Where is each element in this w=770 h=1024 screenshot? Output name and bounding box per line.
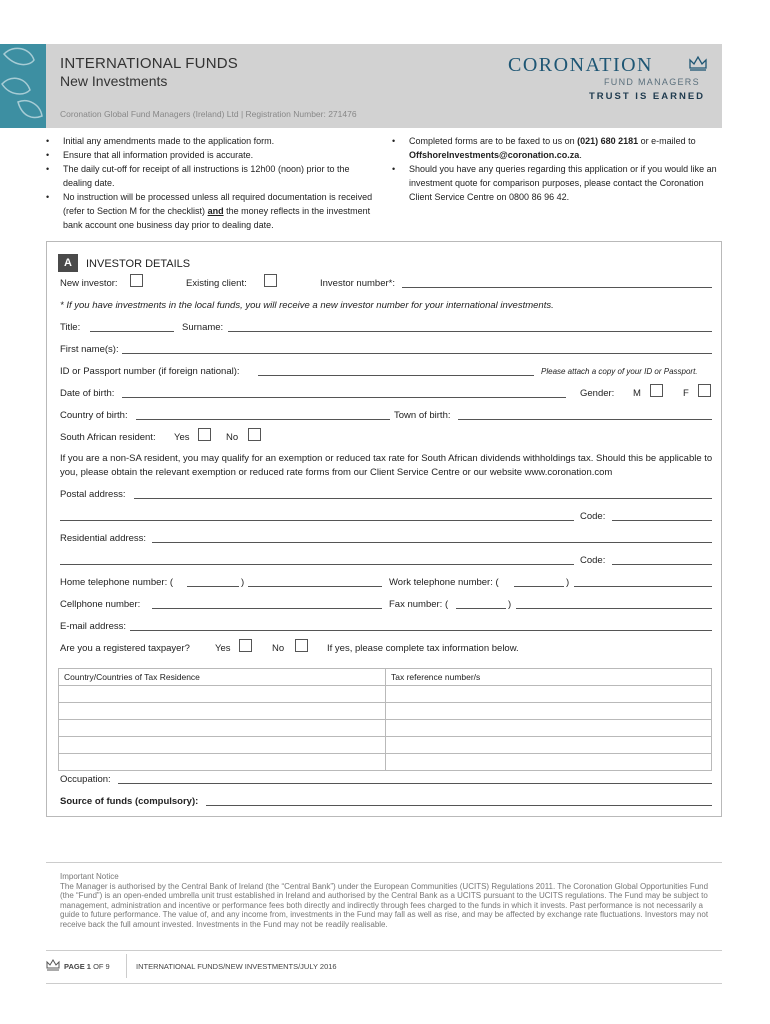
existing-client-label: Existing client: bbox=[186, 278, 247, 289]
residential-address-label: Residential address: bbox=[60, 533, 147, 544]
document-reference: INTERNATIONAL FUNDS/NEW INVESTMENTS/JULY 2016 bbox=[136, 962, 337, 971]
work-tel-field[interactable] bbox=[574, 586, 712, 587]
id-passport-field[interactable] bbox=[258, 375, 534, 376]
table-row bbox=[59, 737, 712, 754]
investor-number-label: Investor number*: bbox=[320, 278, 395, 289]
notice-text: The Manager is authorised by the Central Bank of Ireland (the “Central Bank”) under the European Communities (UCITS) Regulations 2011. The Coronation Global Opportunities Fund (the “Fund”) is an open-ended umbrella unit trust established in Ireland and authorised by the Central Bank as a UCITS pursuant to the UCITS regulations. The Fund may be subject to management, administration and incentive or performance fees both directly and indirectly through fees charged to the funds in which it invests. Past performance is not necessarily a guide to future performance. The value of, and any income from, investments in the Fund may fall as well as rise, and may be affected by exchange rate fluctuations. Investors may not receive back the full amount invested. Investments in the Fund may not be readily realisable. bbox=[60, 881, 709, 929]
work-tel-label: Work telephone number: ( bbox=[389, 577, 499, 588]
taxpayer-yes-checkbox[interactable] bbox=[239, 639, 252, 652]
crown-icon bbox=[46, 959, 60, 971]
email-label: E-mail address: bbox=[60, 621, 126, 632]
notice-heading: Important Notice bbox=[60, 872, 119, 881]
gender-m-checkbox[interactable] bbox=[650, 384, 663, 397]
title-field[interactable] bbox=[90, 331, 174, 332]
footer-divider-bottom bbox=[46, 983, 722, 984]
sa-resident-no-label: No bbox=[226, 432, 239, 443]
decorative-leaf-icon bbox=[0, 44, 46, 128]
new-investor-checkbox[interactable] bbox=[130, 274, 143, 287]
residential-address-field-2[interactable] bbox=[60, 564, 574, 565]
taxpayer-no-checkbox[interactable] bbox=[295, 639, 308, 652]
tax-residence-table bbox=[58, 668, 712, 771]
tax-ref-cell[interactable] bbox=[386, 686, 712, 703]
existing-client-checkbox[interactable] bbox=[264, 274, 277, 287]
postal-code-label: Code: bbox=[580, 511, 606, 522]
email-field[interactable] bbox=[130, 630, 712, 631]
postal-address-field-2[interactable] bbox=[60, 520, 574, 521]
id-attach-note: Please attach a copy of your ID or Passport. bbox=[541, 367, 698, 376]
table-row bbox=[59, 720, 712, 737]
footer-separator bbox=[126, 954, 127, 978]
table-row bbox=[59, 703, 712, 720]
fax-paren: ) bbox=[508, 599, 512, 610]
taxpayer-label: Are you a registered taxpayer? bbox=[60, 643, 190, 654]
source-of-funds-label: Source of funds (compulsory): bbox=[60, 796, 199, 807]
home-tel-paren: ) bbox=[241, 577, 245, 588]
instruction-item: • No instruction will be processed unless all required documentation is received (refer to Section M for the checklist) and the money reflects in the investment bank account one business day prior to dealing date. bbox=[46, 190, 376, 232]
town-birth-field[interactable] bbox=[458, 419, 712, 420]
investor-number-note: * If you have investments in the local funds, you will receive a new investor number for your international investments. bbox=[60, 300, 554, 311]
fax-field[interactable] bbox=[516, 608, 712, 609]
footer-divider-top bbox=[46, 950, 722, 951]
source-of-funds-field[interactable] bbox=[206, 805, 712, 806]
fax-area-field[interactable] bbox=[456, 608, 506, 609]
instructions-left bbox=[46, 134, 376, 232]
page-indicator: PAGE 1 OF 9 bbox=[64, 962, 110, 971]
tax-ref-header: Tax reference number/s bbox=[386, 669, 712, 686]
header-accent-panel bbox=[0, 44, 46, 128]
notice-divider bbox=[46, 862, 722, 863]
town-birth-label: Town of birth: bbox=[394, 410, 451, 421]
residential-code-field[interactable] bbox=[612, 564, 712, 565]
sa-resident-label: South African resident: bbox=[60, 432, 156, 443]
section-letter: A bbox=[58, 254, 78, 272]
tax-country-cell[interactable] bbox=[59, 754, 386, 771]
residential-code-label: Code: bbox=[580, 555, 606, 566]
table-row bbox=[59, 686, 712, 703]
instructions-right bbox=[392, 134, 722, 204]
postal-address-label: Postal address: bbox=[60, 489, 126, 500]
instruction-item: • Initial any amendments made to the application form. bbox=[46, 134, 376, 148]
investor-number-field[interactable] bbox=[402, 287, 712, 288]
table-header-row bbox=[59, 669, 712, 686]
table-row bbox=[59, 754, 712, 771]
occupation-field[interactable] bbox=[118, 783, 712, 784]
country-birth-label: Country of birth: bbox=[60, 410, 128, 421]
home-tel-area-field[interactable] bbox=[187, 586, 239, 587]
important-notice bbox=[60, 872, 716, 929]
cellphone-label: Cellphone number: bbox=[60, 599, 141, 610]
dob-field[interactable] bbox=[122, 397, 566, 398]
page-subtitle: New Investments bbox=[60, 73, 168, 89]
home-tel-field[interactable] bbox=[248, 586, 382, 587]
crown-icon bbox=[688, 55, 708, 71]
tax-country-cell[interactable] bbox=[59, 703, 386, 720]
taxpayer-no-label: No bbox=[272, 643, 285, 654]
tax-ref-cell[interactable] bbox=[386, 703, 712, 720]
tax-country-cell[interactable] bbox=[59, 720, 386, 737]
page-title: INTERNATIONAL FUNDS bbox=[60, 55, 238, 72]
instruction-item: • Completed forms are to be faxed to us on (021) 680 2181 or e-mailed to OffshoreInvestments@coronation.co.za. bbox=[392, 134, 722, 162]
brand-subtitle: FUND MANAGERS bbox=[604, 77, 700, 87]
gender-f-label: F bbox=[683, 388, 689, 399]
tax-country-cell[interactable] bbox=[59, 686, 386, 703]
tax-country-cell[interactable] bbox=[59, 737, 386, 754]
instruction-item: • Should you have any queries regarding this application or if you would like an investment quote for comparison purposes, please contact the Coronation Client Service Centre on 0800 86 96 42. bbox=[392, 162, 722, 204]
new-investor-label: New investor: bbox=[60, 278, 118, 289]
residential-address-field-1[interactable] bbox=[152, 542, 712, 543]
gender-f-checkbox[interactable] bbox=[698, 384, 711, 397]
gender-label: Gender: bbox=[580, 388, 615, 399]
occupation-label: Occupation: bbox=[60, 774, 111, 785]
first-names-field[interactable] bbox=[122, 353, 712, 354]
brand-tagline: TRUST IS EARNED bbox=[589, 91, 706, 102]
sa-resident-no-checkbox[interactable] bbox=[248, 428, 261, 441]
registration-text: Coronation Global Fund Managers (Ireland) Ltd | Registration Number: 271476 bbox=[60, 109, 357, 119]
postal-address-field-1[interactable] bbox=[134, 498, 712, 499]
sa-resident-yes-label: Yes bbox=[174, 432, 190, 443]
tax-country-header: Country/Countries of Tax Residence bbox=[59, 669, 386, 686]
surname-field[interactable] bbox=[228, 331, 712, 332]
surname-label: Surname: bbox=[182, 322, 224, 333]
email-link[interactable]: OffshoreInvestments@coronation.co.za bbox=[409, 150, 580, 160]
work-tel-paren: ) bbox=[566, 577, 570, 588]
id-passport-label: ID or Passport number (if foreign national): bbox=[60, 366, 240, 377]
fax-label: Fax number: ( bbox=[389, 599, 449, 610]
postal-code-field[interactable] bbox=[612, 520, 712, 521]
non-sa-resident-note: If you are a non-SA resident, you may qualify for an exemption or reduced tax rate for South African dividends withholdings tax. Should this be applicable to you, please obtain the relevant exemption or reduced rate forms from our Client Service Centre or our website www.coronation.com bbox=[60, 453, 713, 478]
country-birth-field[interactable] bbox=[136, 419, 390, 420]
home-tel-label: Home telephone number: ( bbox=[60, 577, 174, 588]
tax-info-note: If yes, please complete tax information below. bbox=[327, 643, 519, 654]
tax-ref-cell[interactable] bbox=[386, 737, 712, 754]
tax-ref-cell[interactable] bbox=[386, 754, 712, 771]
brand-logo: CORONATION bbox=[508, 54, 653, 76]
section-title: INVESTOR DETAILS bbox=[86, 258, 191, 270]
work-tel-area-field[interactable] bbox=[514, 586, 564, 587]
cellphone-field[interactable] bbox=[152, 608, 382, 609]
instruction-item: • The daily cut-off for receipt of all instructions is 12h00 (noon) prior to the dealing date. bbox=[46, 162, 376, 190]
title-label: Title: bbox=[60, 322, 81, 333]
instruction-item: • Ensure that all information provided is accurate. bbox=[46, 148, 376, 162]
first-names-label: First name(s): bbox=[60, 344, 119, 355]
taxpayer-yes-label: Yes bbox=[215, 643, 231, 654]
tax-ref-cell[interactable] bbox=[386, 720, 712, 737]
gender-m-label: M bbox=[633, 388, 641, 399]
sa-resident-yes-checkbox[interactable] bbox=[198, 428, 211, 441]
dob-label: Date of birth: bbox=[60, 388, 115, 399]
